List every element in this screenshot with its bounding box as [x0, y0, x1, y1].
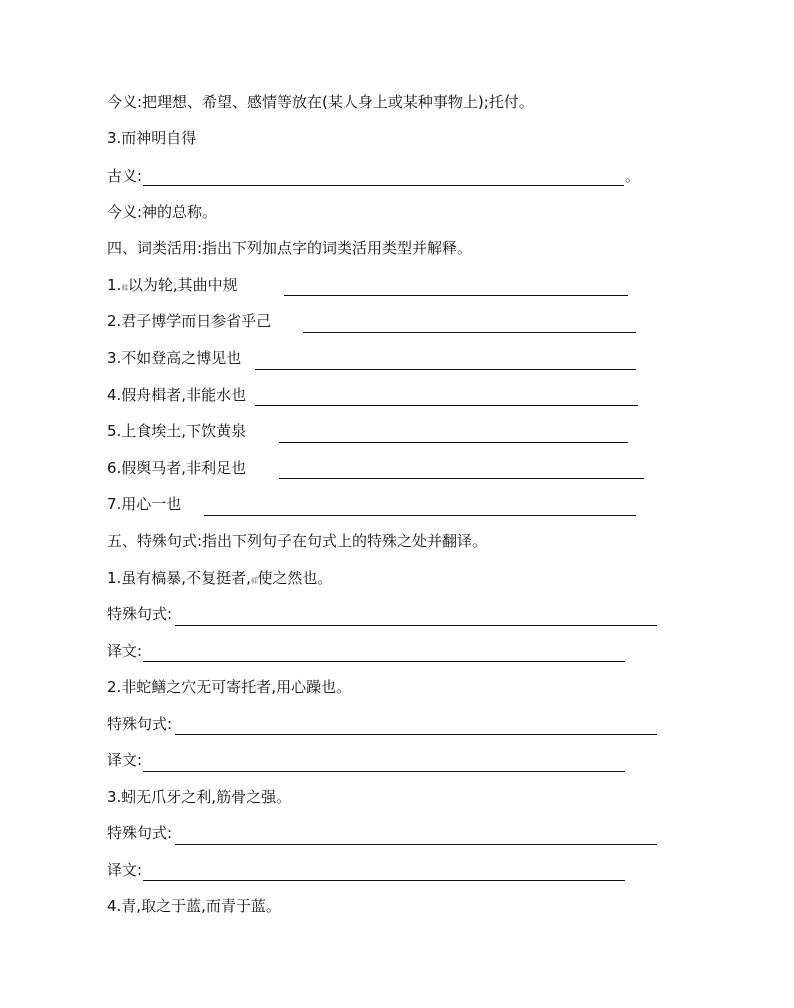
sentence-4: 4.青,取之于蓝,而青于蓝。: [107, 897, 281, 915]
special-form-line-2[interactable]: [175, 734, 657, 735]
answer-line-1[interactable]: [284, 295, 628, 296]
part-of-speech-item-5: 5.上食埃土,下饮黄泉: [107, 422, 247, 440]
special-form-line-1[interactable]: [175, 625, 657, 626]
translation-line-1[interactable]: [143, 661, 625, 662]
translation-label: 译文:: [107, 642, 143, 660]
translation-label: 译文:: [107, 861, 143, 879]
special-form-label: 特殊句式:: [107, 715, 173, 733]
special-form-label: 特殊句式:: [107, 605, 173, 623]
part-of-speech-item-6: 6.假舆马者,非利足也: [107, 459, 247, 477]
sentence-text-end: 使之然也。: [257, 569, 333, 587]
sentence-1: [107, 568, 332, 591]
translation-label: 译文:: [107, 751, 143, 769]
modern-meaning-god: 今义:神的总称。: [107, 203, 218, 221]
translation-line-3[interactable]: [143, 880, 625, 881]
part-of-speech-item-3: 3.不如登高之博见也: [107, 349, 242, 367]
part-of-speech-item-7: 7.用心一也: [107, 495, 182, 513]
section-four-heading: 四、词类活用:指出下列加点字的词类活用类型并解释。: [107, 239, 473, 257]
part-of-speech-item-2: 2.君子博学而日参省乎己: [107, 312, 272, 330]
item-text: 以为轮,其曲中规: [127, 276, 238, 294]
answer-line-2[interactable]: [303, 332, 636, 333]
part-of-speech-item-4: 4.假舟楫者,非能水也: [107, 386, 247, 404]
answer-line-7[interactable]: [204, 515, 636, 516]
answer-line-5[interactable]: [279, 442, 628, 443]
section-five-heading: 五、特殊句式:指出下列句子在句式上的特殊之处并翻译。: [107, 532, 488, 550]
special-form-label: 特殊句式:: [107, 824, 173, 842]
modern-meaning-entrust: 今义:把理想、希望、感情等放在(某人身上或某种事物上);托付。: [107, 93, 534, 111]
dotted-character: 輮: [250, 577, 258, 585]
translation-line-2[interactable]: [143, 771, 625, 772]
answer-line-3[interactable]: [255, 369, 636, 370]
dotted-character: 輮: [121, 284, 128, 292]
sentence-text-start: 1.虽有槁暴,不复挺者,: [107, 569, 251, 587]
item-number: 1.: [107, 276, 122, 294]
ancient-meaning-answer-line[interactable]: [143, 185, 624, 186]
answer-line-6[interactable]: [279, 478, 644, 479]
answer-line-4[interactable]: [255, 405, 638, 406]
sentence-2: 2.非蛇鳝之穴无可寄托者,用心躁也。: [107, 678, 352, 696]
sentence-3: 3.蚓无爪牙之利,筋骨之强。: [107, 788, 292, 806]
special-form-line-3[interactable]: [175, 844, 657, 845]
item-shen-ming: 3.而神明自得: [107, 129, 197, 147]
ancient-meaning-period: 。: [625, 167, 641, 185]
part-of-speech-item-1: [107, 275, 238, 298]
ancient-meaning-label: 古义:: [107, 167, 143, 185]
